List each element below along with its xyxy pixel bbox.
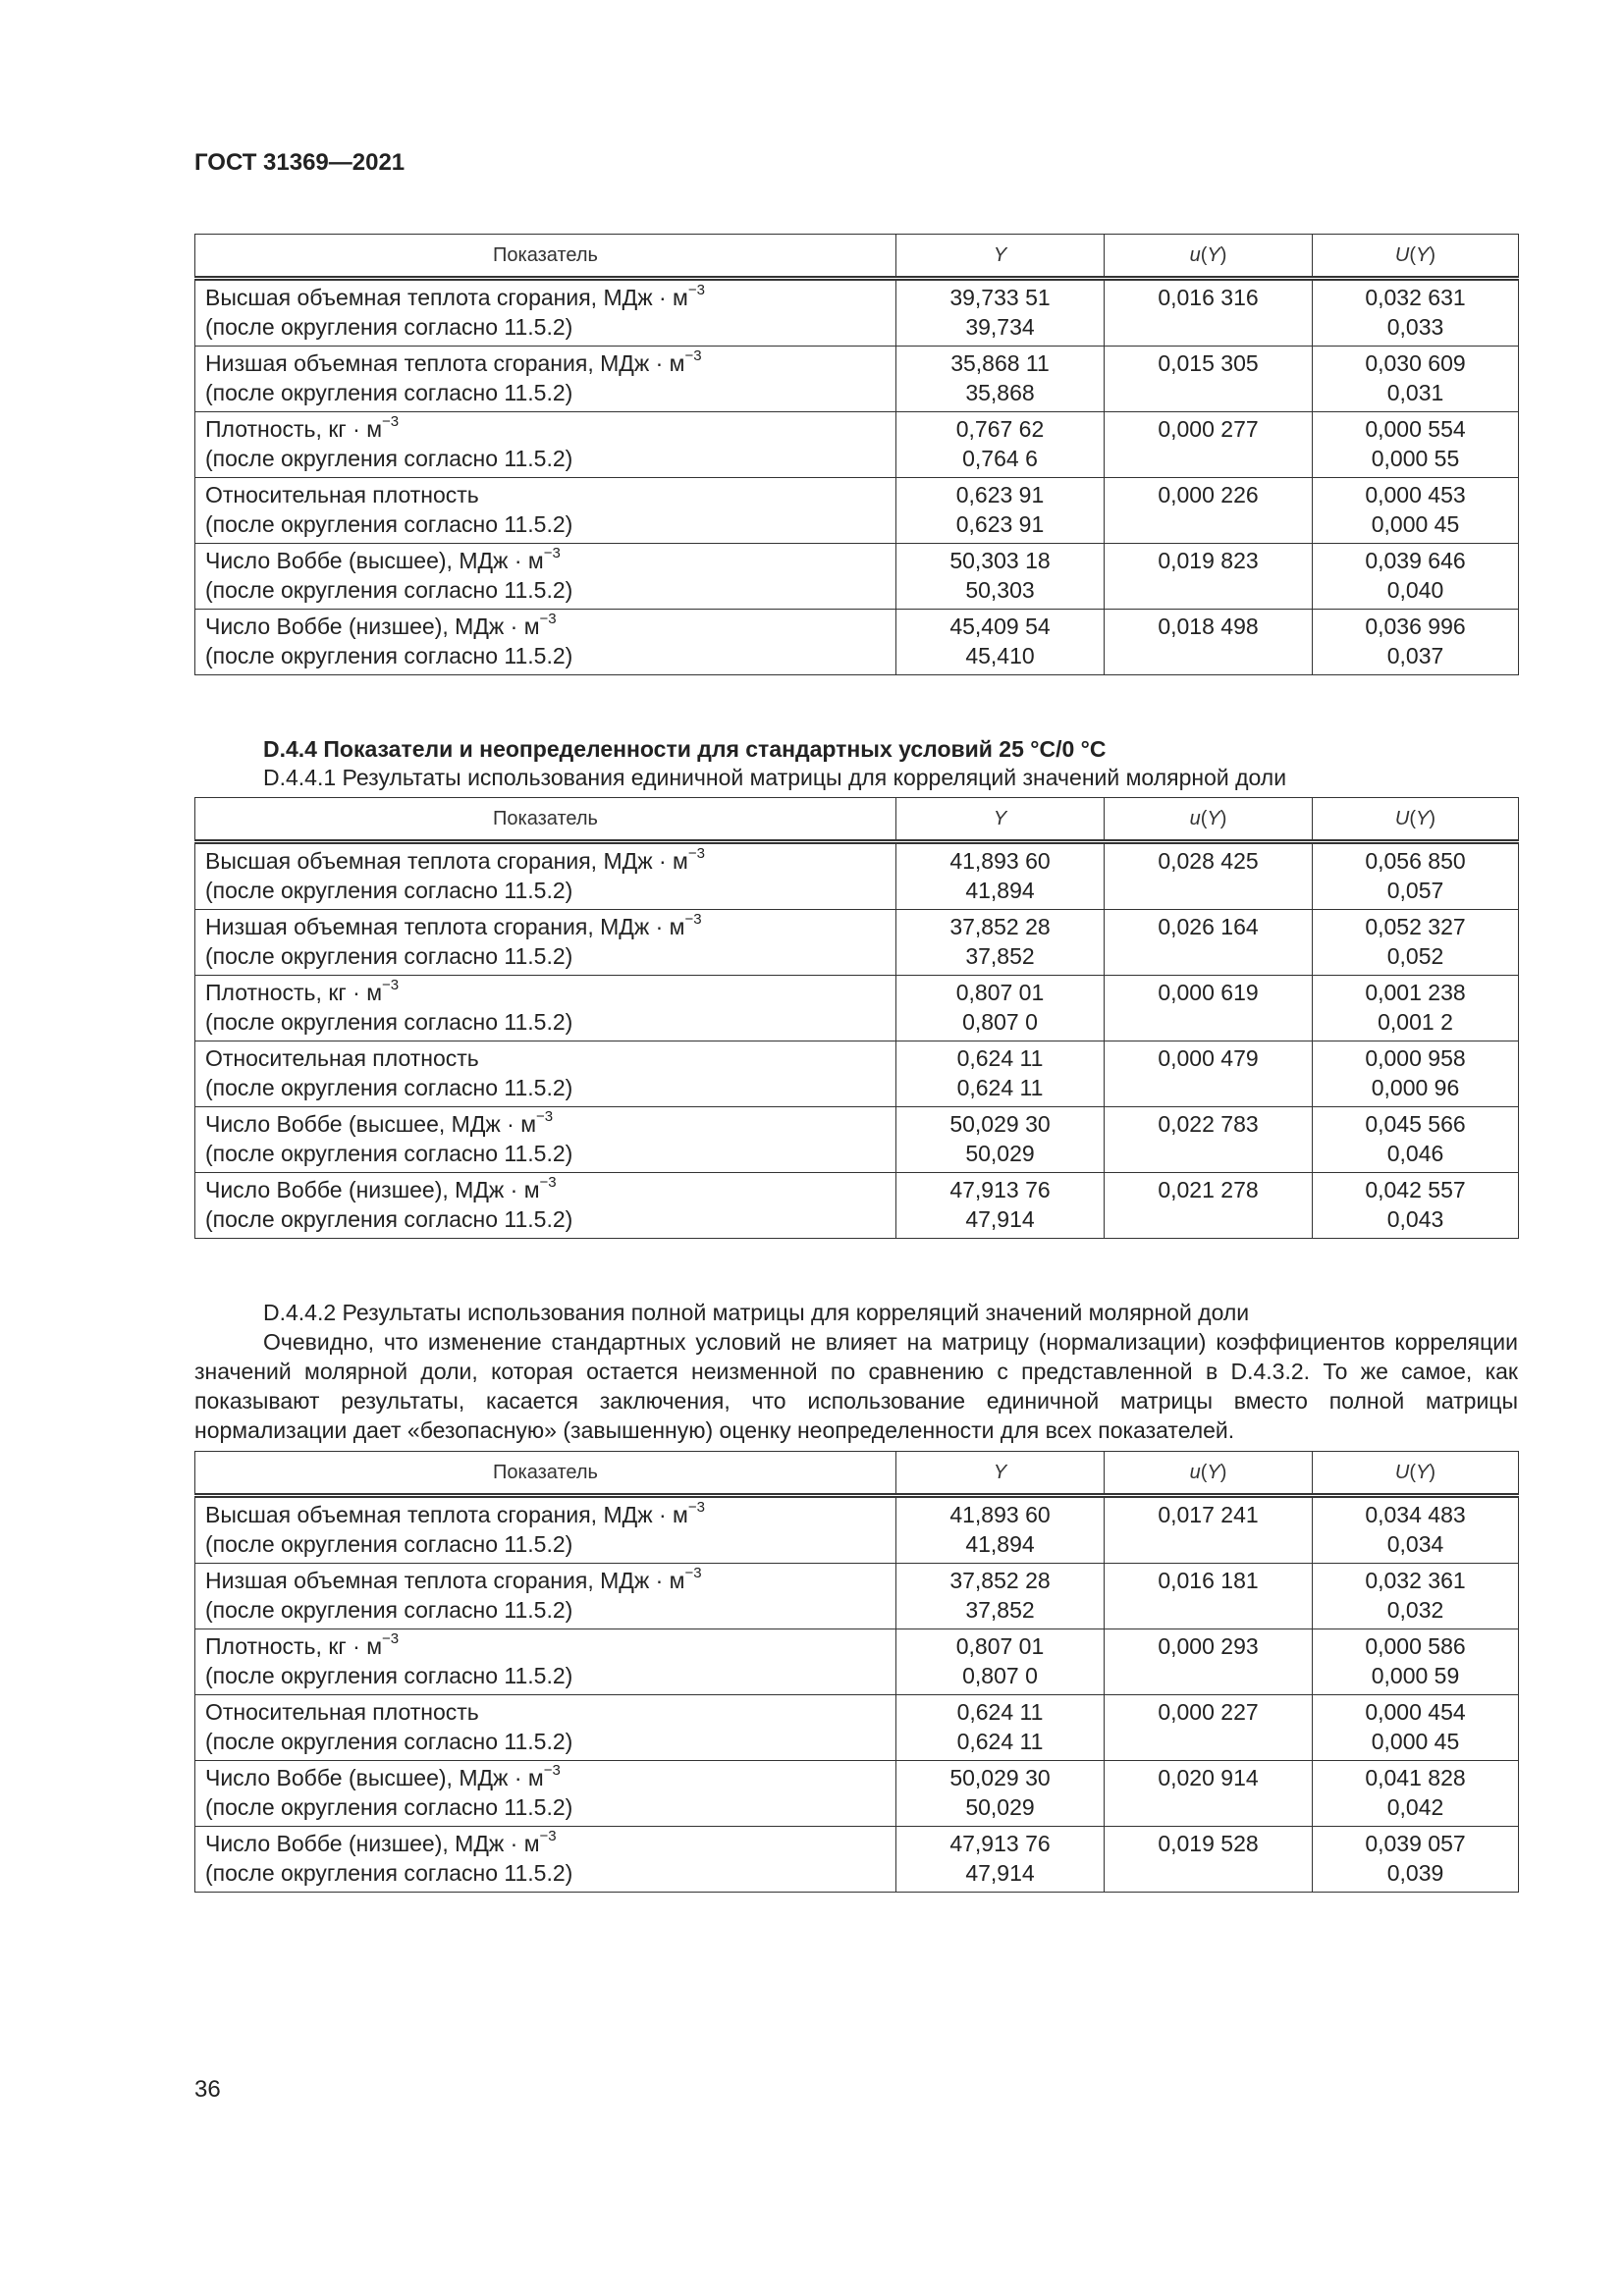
value-U: 0,000 586: [1365, 1633, 1466, 1659]
value-U: 0,030 609: [1365, 350, 1466, 376]
row-rounding-note: (после округления согласно 11.5.2): [205, 1141, 573, 1166]
value-U-rounded: 0,000 59: [1371, 1663, 1460, 1688]
row-rounding-note: (после округления согласно 11.5.2): [205, 1597, 573, 1623]
value-y: 50,029 30: [949, 1111, 1051, 1137]
value-y-rounded: 41,894: [965, 878, 1035, 903]
table-row: [195, 1629, 1519, 1695]
value-y-rounded: 45,410: [965, 643, 1035, 668]
row-label: Число Воббе (высшее), МДж · $м^{-3}$: [205, 545, 561, 573]
value-U-rounded: 0,000 55: [1371, 446, 1460, 471]
row-label: Число Воббе (низшее), МДж · $м^{-3}$: [205, 611, 557, 639]
value-U-rounded: 0,057: [1386, 878, 1444, 903]
value-y-rounded: 0,623 91: [955, 511, 1045, 537]
table-row: [195, 1761, 1519, 1827]
value-u: 0,000 277: [1105, 412, 1313, 478]
row-rounding-note: (после округления согласно 11.5.2): [205, 511, 573, 537]
value-U: 0,036 996: [1365, 614, 1466, 639]
row-rounding-note: (после округления согласно 11.5.2): [205, 1663, 573, 1688]
table-row: [195, 544, 1519, 610]
row-rounding-note: (после округления согласно 11.5.2): [205, 1531, 573, 1557]
value-U-rounded: 0,034: [1386, 1531, 1444, 1557]
row-rounding-note: (после округления согласно 11.5.2): [205, 643, 573, 668]
header-indicator: Показатель: [195, 798, 896, 842]
value-y: 0,624 11: [956, 1045, 1044, 1071]
value-U-rounded: 0,043: [1386, 1206, 1444, 1232]
table-header-row: [195, 1452, 1519, 1496]
row-rounding-note: (после округления согласно 11.5.2): [205, 1075, 573, 1100]
table-row: [195, 842, 1519, 910]
header-u-small: u(Y): [1105, 1452, 1313, 1496]
value-U: 0,056 850: [1365, 848, 1466, 874]
value-y-rounded: 0,764 6: [962, 446, 1038, 471]
table-row: [195, 976, 1519, 1041]
value-u: 0,018 498: [1105, 610, 1313, 675]
value-u: 0,022 783: [1105, 1107, 1313, 1173]
results-table-3: [194, 1451, 1519, 1893]
row-label: Плотность, кг · $м^{-3}$: [205, 977, 400, 1005]
value-y-rounded: 41,894: [965, 1531, 1035, 1557]
header-y: Y: [896, 798, 1105, 842]
value-u: 0,028 425: [1105, 842, 1313, 910]
row-rounding-note: (после округления согласно 11.5.2): [205, 314, 573, 340]
table-row: [195, 1827, 1519, 1893]
value-U: 0,001 238: [1365, 980, 1466, 1005]
row-label: Относительная плотность: [205, 1045, 479, 1071]
value-U-rounded: 0,032: [1386, 1597, 1444, 1623]
value-y-rounded: 0,624 11: [956, 1729, 1044, 1754]
value-u: 0,000 479: [1105, 1041, 1313, 1107]
value-U-rounded: 0,037: [1386, 643, 1444, 668]
body-paragraph: Очевидно, что изменение стандартных условий не влияет на матрицу (нормализации) коэффициентов корреляции значений молярной доли, которая остается неизменной по сравнению с представленной в D.4.3.2. То же самое, как показывают результаты, касается заключения, что использование единичной матрицы вместо полной матрицы нормализации дает «безопасную» (завышенную) оценку неопределенности для всех показателей.: [194, 1329, 1518, 1443]
value-U: 0,041 828: [1365, 1765, 1466, 1790]
value-y: 35,868 11: [950, 350, 1050, 376]
value-y: 0,624 11: [956, 1699, 1044, 1725]
header-u-large: U(Y): [1313, 798, 1519, 842]
value-y: 37,852 28: [949, 1568, 1051, 1593]
value-U: 0,032 361: [1365, 1568, 1466, 1593]
section-heading-d44: D.4.4 Показатели и неопределенности для стандартных условий 25 °С/0 °С: [263, 736, 1107, 762]
row-label: Высшая объемная теплота сгорания, МДж · $м^{-3}$: [205, 282, 705, 310]
row-rounding-note: (после округления согласно 11.5.2): [205, 1729, 573, 1754]
table-header-row: [195, 798, 1519, 842]
value-y: 41,893 60: [949, 1502, 1051, 1527]
row-label: Число Воббе (высшее), МДж · $м^{-3}$: [205, 1762, 561, 1790]
row-label: Низшая объемная теплота сгорания, МДж · $м^{-3}$: [205, 911, 702, 939]
row-label: Высшая объемная теплота сгорания, МДж · $м^{-3}$: [205, 845, 705, 874]
table-row: [195, 347, 1519, 412]
value-y-rounded: 47,914: [965, 1206, 1035, 1232]
value-y-rounded: 50,029: [965, 1141, 1035, 1166]
value-u: 0,015 305: [1105, 347, 1313, 412]
document-header: ГОСТ 31369—2021: [194, 149, 406, 176]
table-row: [195, 910, 1519, 976]
value-y: 50,029 30: [949, 1765, 1051, 1790]
value-y: 0,807 01: [955, 980, 1045, 1005]
value-u: 0,020 914: [1105, 1761, 1313, 1827]
table-row: [195, 610, 1519, 675]
row-rounding-note: (после округления согласно 11.5.2): [205, 1206, 573, 1232]
value-U-rounded: 0,042: [1386, 1794, 1444, 1820]
table-row: [195, 1695, 1519, 1761]
value-U-rounded: 0,000 96: [1371, 1075, 1460, 1100]
value-y: 0,767 62: [955, 416, 1045, 442]
value-u: 0,019 823: [1105, 544, 1313, 610]
value-u: 0,000 619: [1105, 976, 1313, 1041]
table-row: [195, 1041, 1519, 1107]
row-rounding-note: (после округления согласно 11.5.2): [205, 878, 573, 903]
value-U: 0,042 557: [1365, 1177, 1466, 1202]
table-row: [195, 412, 1519, 478]
value-y-rounded: 47,914: [965, 1860, 1035, 1886]
row-label: Число Воббе (низшее), МДж · $м^{-3}$: [205, 1828, 557, 1856]
value-y: 50,303 18: [949, 548, 1051, 573]
section-heading-d442: D.4.4.2 Результаты использования полной матрицы для корреляций значений молярной доли: [263, 1300, 1250, 1325]
value-y: 37,852 28: [949, 914, 1051, 939]
value-y-rounded: 37,852: [965, 943, 1035, 969]
header-u-small: u(Y): [1105, 235, 1313, 279]
value-u: 0,021 278: [1105, 1173, 1313, 1239]
row-label: Число Воббе (низшее), МДж · $м^{-3}$: [205, 1174, 557, 1202]
table-row: [195, 478, 1519, 544]
row-rounding-note: (после округления согласно 11.5.2): [205, 1860, 573, 1886]
value-U-rounded: 0,000 45: [1371, 1729, 1460, 1754]
value-U: 0,039 057: [1365, 1831, 1466, 1856]
header-u-large: U(Y): [1313, 1452, 1519, 1496]
value-y-rounded: 35,868: [965, 380, 1035, 405]
value-U: 0,034 483: [1365, 1502, 1466, 1527]
table-header-row: [195, 235, 1519, 279]
table-row: [195, 1107, 1519, 1173]
value-U-rounded: 0,046: [1386, 1141, 1444, 1166]
value-u: 0,016 316: [1105, 279, 1313, 347]
page-number: 36: [194, 2076, 221, 2103]
value-y-rounded: 37,852: [965, 1597, 1035, 1623]
value-y: 41,893 60: [949, 848, 1051, 874]
table-row: [195, 279, 1519, 347]
row-rounding-note: (после округления согласно 11.5.2): [205, 380, 573, 405]
value-u: 0,026 164: [1105, 910, 1313, 976]
table-row: [195, 1496, 1519, 1564]
table-row: [195, 1564, 1519, 1629]
value-y-rounded: 0,624 11: [956, 1075, 1044, 1100]
row-label: Низшая объемная теплота сгорания, МДж · $м^{-3}$: [205, 347, 702, 376]
value-U: 0,000 453: [1365, 482, 1466, 507]
results-table-1: [194, 234, 1519, 675]
value-u: 0,016 181: [1105, 1564, 1313, 1629]
value-U: 0,000 454: [1365, 1699, 1466, 1725]
value-y-rounded: 0,807 0: [962, 1009, 1038, 1035]
value-y-rounded: 50,029: [965, 1794, 1035, 1820]
value-U-rounded: 0,040: [1386, 577, 1444, 603]
value-y: 0,623 91: [955, 482, 1045, 507]
value-U-rounded: 0,052: [1386, 943, 1444, 969]
row-rounding-note: (после округления согласно 11.5.2): [205, 943, 573, 969]
row-rounding-note: (после округления согласно 11.5.2): [205, 577, 573, 603]
row-label: Число Воббе (высшее, МДж · $м^{-3}$: [205, 1108, 554, 1137]
header-u-small: u(Y): [1105, 798, 1313, 842]
row-label: Плотность, кг · $м^{-3}$: [205, 1630, 400, 1659]
value-U: 0,032 631: [1365, 285, 1466, 310]
table-row: [195, 1173, 1519, 1239]
value-U-rounded: 0,031: [1386, 380, 1444, 405]
row-rounding-note: (после округления согласно 11.5.2): [205, 1009, 573, 1035]
value-y: 0,807 01: [955, 1633, 1045, 1659]
row-label: Относительная плотность: [205, 1699, 479, 1725]
row-rounding-note: (после округления согласно 11.5.2): [205, 1794, 573, 1820]
row-label: Низшая объемная теплота сгорания, МДж · $м^{-3}$: [205, 1565, 702, 1593]
value-u: 0,017 241: [1105, 1496, 1313, 1564]
value-U-rounded: 0,000 45: [1371, 511, 1460, 537]
value-U: 0,039 646: [1365, 548, 1466, 573]
row-rounding-note: (после округления согласно 11.5.2): [205, 446, 573, 471]
value-y-rounded: 39,734: [965, 314, 1035, 340]
value-U-rounded: 0,001 2: [1378, 1009, 1453, 1035]
value-y: 47,913 76: [949, 1831, 1051, 1856]
row-label: Высшая объемная теплота сгорания, МДж · $м^{-3}$: [205, 1499, 705, 1527]
value-y: 39,733 51: [949, 285, 1051, 310]
value-u: 0,000 227: [1105, 1695, 1313, 1761]
results-table-2: [194, 797, 1519, 1239]
value-y: 47,913 76: [949, 1177, 1051, 1202]
section-heading-d441: D.4.4.1 Результаты использования единичной матрицы для корреляций значений молярной доли: [263, 765, 1287, 790]
header-indicator: Показатель: [195, 1452, 896, 1496]
header-u-large: U(Y): [1313, 235, 1519, 279]
row-label: Плотность, кг · $м^{-3}$: [205, 413, 400, 442]
value-u: 0,000 293: [1105, 1629, 1313, 1695]
value-U: 0,000 554: [1365, 416, 1466, 442]
value-u: 0,000 226: [1105, 478, 1313, 544]
value-y-rounded: 0,807 0: [962, 1663, 1038, 1688]
value-u: 0,019 528: [1105, 1827, 1313, 1893]
value-U-rounded: 0,033: [1386, 314, 1444, 340]
header-y: Y: [896, 1452, 1105, 1496]
value-U: 0,052 327: [1365, 914, 1466, 939]
row-label: Относительная плотность: [205, 482, 479, 507]
value-y: 45,409 54: [949, 614, 1051, 639]
header-indicator: Показатель: [195, 235, 896, 279]
value-U: 0,045 566: [1365, 1111, 1466, 1137]
value-U-rounded: 0,039: [1386, 1860, 1444, 1886]
value-y-rounded: 50,303: [965, 577, 1035, 603]
value-U: 0,000 958: [1365, 1045, 1466, 1071]
header-y: Y: [896, 235, 1105, 279]
